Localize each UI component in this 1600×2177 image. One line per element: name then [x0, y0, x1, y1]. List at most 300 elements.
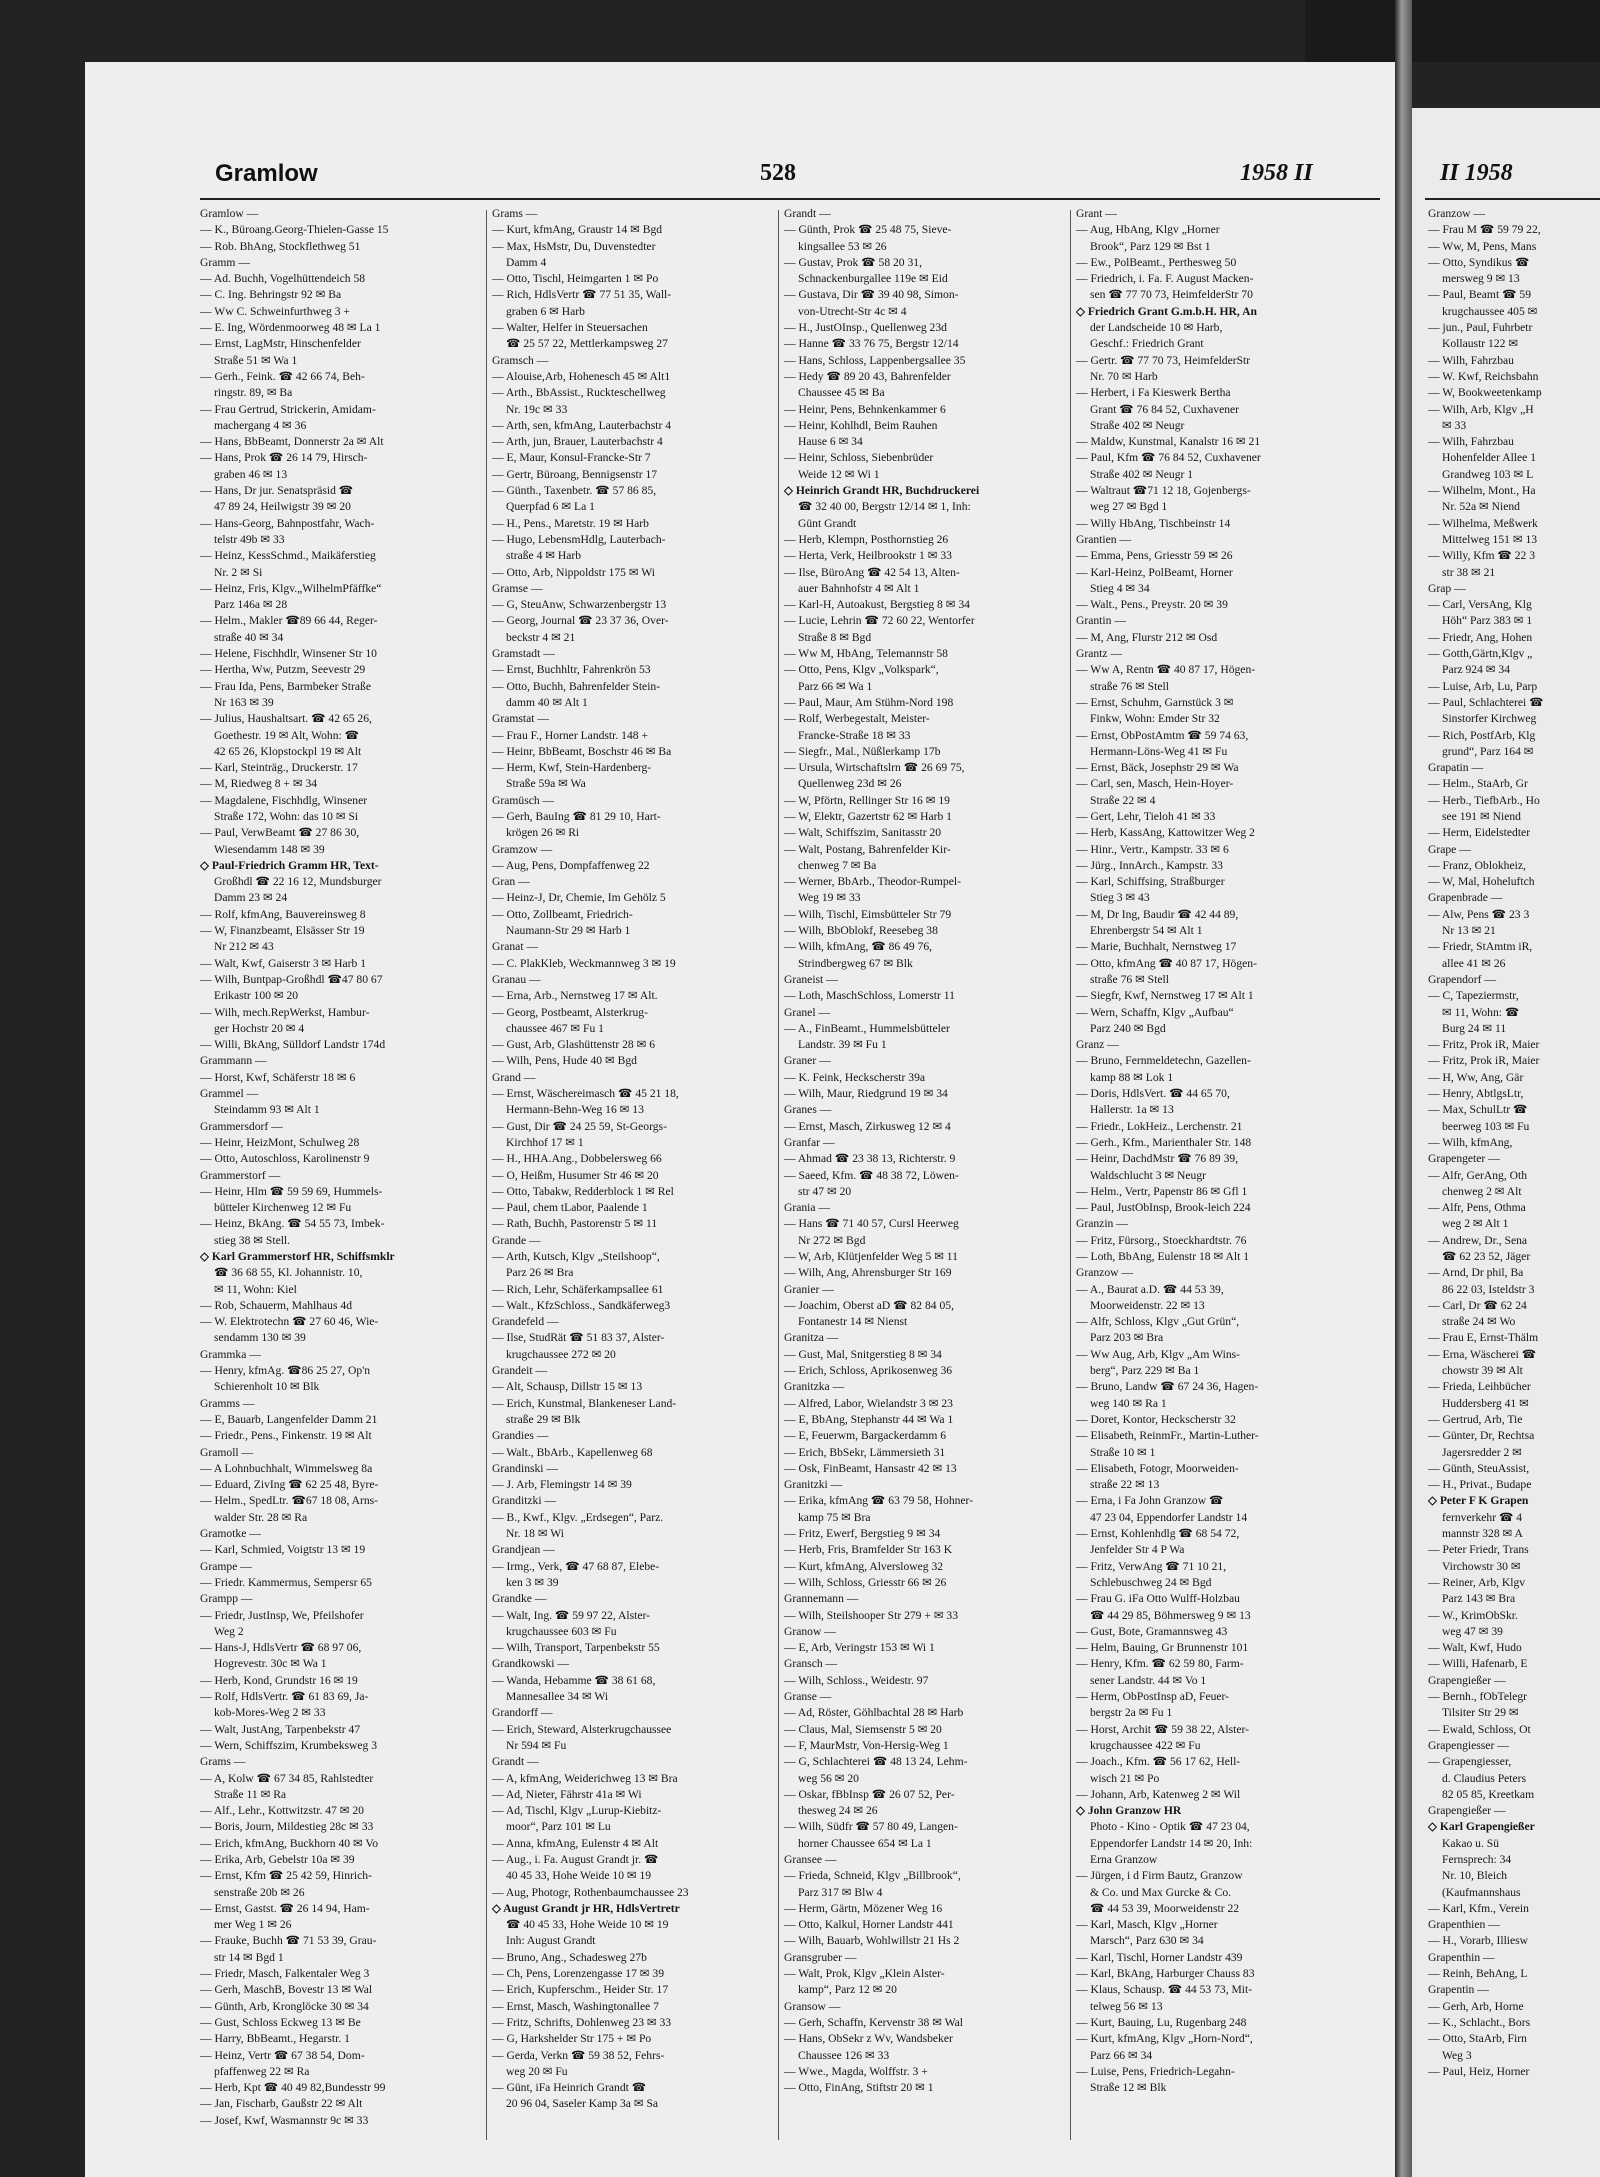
directory-entry: von-Utrecht-Str 4c ✉ 4 — [798, 304, 907, 318]
directory-entry: — Heinr, Kohlhdl, Beim Rauhen — [784, 418, 938, 432]
directory-entry: — Bruno, Fernmeldetechn, Gazellen- — [1076, 1054, 1251, 1068]
directory-entry: — C. Ing. Behringstr 92 ✉ Ba — [200, 288, 342, 302]
directory-entry: — Karl, Masch, Klgv „Horner — [1076, 1918, 1218, 1932]
column-divider — [778, 210, 779, 2140]
directory-entry: Granes — — [784, 1103, 832, 1117]
directory-entry: thesweg 24 ✉ 26 — [798, 1804, 878, 1818]
directory-entry: Nr 212 ✉ 43 — [214, 940, 274, 954]
directory-entry: Grandeit — — [492, 1364, 548, 1378]
directory-entry: — Siegfr, Kwf, Nernstweg 17 ✉ Alt 1 — [1076, 989, 1254, 1003]
directory-entry: — Paul, Maur, Am Stühm-Nord 198 — [784, 695, 954, 709]
directory-entry: Granau — — [492, 972, 541, 986]
directory-entry: — M, Dr Ing, Baudir ☎ 42 44 89, — [1076, 907, 1239, 921]
directory-entry: ◇ Karl Grapengießer — [1428, 1820, 1535, 1834]
directory-entry: — Gust, Arb, Glashüttenstr 28 ✉ 6 — [492, 1038, 656, 1052]
directory-entry: — Harry, BbBeamt., Hegarstr. 1 — [200, 2032, 350, 2046]
directory-entry: Grant — — [1076, 207, 1117, 220]
directory-entry: — Wilhelm, Mont., Ha — [1428, 484, 1536, 498]
directory-entry: Grapengeter — — [1428, 1152, 1500, 1166]
directory-entry: Grapengießer — — [1428, 1673, 1506, 1687]
directory-entry: Kirchhof 17 ✉ 1 — [506, 1135, 584, 1149]
directory-entry: — Wilh, Fahrzbau — [1428, 435, 1514, 449]
directory-entry: ringstr. 89, ✉ Ba — [214, 386, 293, 400]
directory-entry: — Herb, Kpt ☎ 40 49 82,Bundesstr 99 — [200, 2081, 386, 2095]
directory-entry: — Otto, kfmAng ☎ 40 87 17, Högen- — [1076, 956, 1257, 970]
directory-entry: Photo - Kino - Optik ☎ 47 23 04, — [1090, 1820, 1250, 1834]
directory-entry: — Herta, Verk, Heilbrookstr 1 ✉ 33 — [784, 549, 952, 563]
directory-entry: 82 05 85, Kreetkam — [1442, 1787, 1535, 1801]
directory-entry: — Wilh, Südfr ☎ 57 80 49, Langen- — [784, 1820, 958, 1834]
directory-entry: see 191 ✉ Niend — [1442, 809, 1521, 823]
directory-entry: — Luise, Pens, Friedrich-Legahn- — [1076, 2064, 1235, 2078]
directory-entry: — Joachim, Oberst aD ☎ 82 84 05, — [784, 1298, 954, 1312]
directory-entry: — Frau F., Horner Landstr. 148 + — [492, 728, 648, 742]
directory-entry: Granditzki — — [492, 1494, 557, 1508]
right-header-rule — [1425, 198, 1600, 200]
directory-entry: wisch 21 ✉ Po — [1090, 1771, 1160, 1785]
directory-entry: — Willy, Kfm ☎ 22 3 — [1428, 549, 1536, 563]
directory-entry: — K., Schlacht., Bors — [1428, 2015, 1531, 2029]
directory-entry: — Gerh., Feink. ☎ 42 66 74, Beh- — [200, 369, 365, 383]
directory-entry: telweg 56 ✉ 13 — [1090, 1999, 1163, 2013]
directory-entry: Parz 240 ✉ Bgd — [1090, 1021, 1166, 1035]
directory-entry: — Alf., Lehr., Kottwitzstr. 47 ✉ 20 — [200, 1804, 364, 1818]
directory-entry: — Ilse, BüroAng ☎ 42 54 13, Alten- — [784, 565, 960, 579]
directory-entry: — Henry, AbtlgsLtr, — [1428, 1087, 1524, 1101]
directory-entry: — Karl, Schmied, Voigtstr 13 ✉ 19 — [200, 1543, 366, 1557]
directory-entry: — Gust, Dir ☎ 24 25 59, St-Georgs- — [492, 1119, 667, 1133]
directory-entry: Granow — — [784, 1624, 836, 1638]
directory-entry: Gramüsch — — [492, 793, 555, 807]
directory-entry: — Gust, Mal, Snitgerstieg 8 ✉ 34 — [784, 1347, 942, 1361]
directory-entry: — Frieda, Leihbücher — [1428, 1380, 1531, 1394]
directory-entry: Günt Grandt — [798, 516, 857, 530]
directory-entry: Schlebuschweg 24 ✉ Bgd — [1090, 1575, 1212, 1589]
directory-entry: Goethestr. 19 ✉ Alt, Wohn: ☎ — [214, 728, 360, 742]
directory-entry: damm 40 ✉ Alt 1 — [506, 695, 588, 709]
running-head-title: Gramlow — [215, 160, 318, 187]
directory-entry: — Reinh, BehAng, L — [1428, 1967, 1528, 1981]
directory-entry: Hause 6 ✉ 34 — [798, 435, 863, 449]
directory-entry: — Hanne ☎ 33 76 75, Bergstr 12/14 — [784, 337, 959, 351]
directory-entry: — Josef, Kwf, Wasmannstr 9c ✉ 33 — [200, 2113, 369, 2127]
directory-entry: Grandt — — [784, 207, 831, 220]
directory-entry: — Georg, Journal ☎ 23 37 36, Over- — [492, 614, 669, 628]
directory-entry: — A Lohnbuchhalt, Wimmelsweg 8a — [200, 1461, 373, 1475]
directory-entry: ◇ Karl Grammerstorf HR, Schiffsmklr — [200, 1250, 395, 1263]
directory-entry: — E, Feuerwm, Bargackerdamm 6 — [784, 1429, 947, 1443]
directory-entry: Nr. 18 ✉ Wi — [506, 1527, 564, 1541]
directory-entry: Grapenthin — — [1428, 1950, 1495, 1964]
directory-entry: Grandjean — — [492, 1543, 555, 1557]
directory-entry: Grantien — — [1076, 532, 1132, 546]
directory-entry: — Gerh, Arb, Horne — [1428, 1999, 1524, 2013]
directory-entry: Kollaustr 122 ✉ — [1442, 337, 1519, 351]
directory-entry: — Otto, FinAng, Stiftstr 20 ✉ 1 — [784, 2081, 934, 2095]
directory-entry: — A., Baurat a.D. ☎ 44 53 39, — [1076, 1282, 1224, 1296]
directory-entry: — Wilh, Maur, Riedgrund 19 ✉ 34 — [784, 1087, 948, 1101]
directory-entry: — Alfred, Labor, Wielandstr 3 ✉ 23 — [784, 1396, 953, 1410]
directory-entry: — Alw, Pens ☎ 23 3 — [1428, 907, 1530, 921]
directory-entry: str 38 ✉ 21 — [1442, 565, 1496, 579]
directory-entry: — Willi, Hafenarb, E — [1428, 1657, 1528, 1671]
directory-entry: Parz 66 ✉ 34 — [1090, 2048, 1153, 2062]
directory-entry: — Wanda, Hebamme ☎ 38 61 68, — [492, 1673, 656, 1687]
directory-entry: — Ww M, HbAng, Telemannstr 58 — [784, 647, 948, 661]
directory-entry: — Herm, ObPostInsp aD, Feuer- — [1076, 1690, 1230, 1704]
directory-entry: — Heinr, DachdMstr ☎ 76 89 39, — [1076, 1152, 1239, 1166]
directory-entry: — Otto, Zollbeamt, Friedrich- — [492, 907, 633, 921]
directory-entry: machergang 4 ✉ 36 — [214, 418, 307, 432]
directory-entry: Jenfelder Str 4 P Wa — [1090, 1543, 1185, 1557]
directory-entry: — Hans-Georg, Bahnpostfahr, Wach- — [200, 516, 375, 530]
directory-entry: Moorweidenstr. 22 ✉ 13 — [1090, 1298, 1205, 1312]
directory-entry: — K., Büroang.Georg-Thielen-Gasse 15 — [200, 223, 389, 237]
directory-entry: Gramms — — [200, 1396, 255, 1410]
directory-entry: — Wern, Schaffn, Klgv „Aufbau“ — [1076, 1005, 1234, 1019]
directory-entry: — Waltraut ☎71 12 18, Gojenbergs- — [1076, 484, 1251, 498]
directory-entry: — Karl, Kfm., Verein — [1428, 1901, 1529, 1915]
directory-entry: Grandorff — — [492, 1706, 553, 1720]
directory-entry: ☎ 25 57 22, Mettlerkampsweg 27 — [506, 337, 668, 351]
directory-entry: — Irmg., Verk, ☎ 47 68 87, Elebe- — [492, 1559, 660, 1573]
directory-entry: — Frauke, Buchh ☎ 71 53 39, Grau- — [200, 1934, 377, 1948]
directory-entry: — Herm, Gärtn, Mözener Weg 16 — [784, 1901, 943, 1915]
directory-entry: Grampp — — [200, 1592, 253, 1606]
directory-entry: — Erich, Kunstmal, Blankeneser Land- — [492, 1396, 677, 1410]
directory-entry: Damm 4 — [506, 255, 547, 269]
directory-entry: Grande — — [492, 1233, 541, 1247]
directory-entry: — Gerda, Verkn ☎ 59 38 52, Fehrs- — [492, 2048, 665, 2062]
directory-entry: chaussee 467 ✉ Fu 1 — [506, 1021, 604, 1035]
directory-entry: ☎ 62 23 52, Jäger — [1442, 1250, 1531, 1263]
directory-entry: — Ernst, Kohlenhdlg ☎ 68 54 72, — [1076, 1527, 1240, 1541]
directory-entry: — Heinz, Vertr ☎ 67 38 54, Dom- — [200, 2048, 365, 2062]
directory-entry: — Osk, FinBeamt, Hansastr 42 ✉ 13 — [784, 1461, 957, 1475]
directory-entry: — A, Kolw ☎ 67 34 85, Rahlstedter — [200, 1771, 374, 1785]
directory-entry: — Friedrich, i. Fa. F. August Macken- — [1076, 272, 1254, 286]
directory-entry: Grant ☎ 76 84 52, Cuxhavener — [1090, 402, 1240, 416]
directory-entry: — Otto, Tabakw, Redderblock 1 ✉ Rel — [492, 1184, 674, 1198]
directory-entry: — Gerh, Schaffn, Kervenstr 38 ✉ Wal — [784, 2015, 963, 2029]
directory-entry: — Paul, Beamt ☎ 59 — [1428, 288, 1531, 302]
directory-column-5 — [1428, 206, 1600, 2080]
directory-entry: Granzin — — [1076, 1217, 1128, 1231]
directory-entry: — Ernst, Kfm ☎ 25 42 59, Hinrich- — [200, 1869, 372, 1883]
directory-entry: krugchaussee 272 ✉ 20 — [506, 1347, 616, 1361]
directory-entry: — Karl, Tischl, Horner Landstr 439 — [1076, 1950, 1243, 1964]
directory-entry: Stieg 3 ✉ 43 — [1090, 891, 1150, 905]
directory-entry: — Otto, Kalkul, Horner Landstr 441 — [784, 1918, 954, 1932]
directory-entry: Grapengießer — — [1428, 1804, 1506, 1818]
directory-entry: — Doris, HdlsVert. ☎ 44 65 70, — [1076, 1087, 1230, 1101]
directory-entry: — Claus, Mal, Siemsenstr 5 ✉ 20 — [784, 1722, 942, 1736]
directory-entry: — Frau G. iFa Otto Wulff-Holzbau — [1076, 1592, 1240, 1606]
directory-entry: — Lucie, Lehrin ☎ 72 60 22, Wentorfer — [784, 614, 975, 628]
directory-entry: — Aug., i. Fa. August Grandt jr. ☎ — [492, 1852, 659, 1866]
directory-entry: — Heinr, Schloss, Siebenbrüder — [784, 451, 934, 465]
directory-entry: — Jan, Fischarb, Gaußstr 22 ✉ Alt — [200, 2097, 363, 2111]
directory-entry: weg 140 ✉ Ra 1 — [1090, 1396, 1167, 1410]
directory-entry: Parz 317 ✉ Blw 4 — [798, 1885, 883, 1899]
directory-entry: beerweg 103 ✉ Fu — [1442, 1119, 1530, 1133]
directory-entry: Mittelweg 151 ✉ 13 — [1442, 532, 1538, 546]
directory-entry: chowstr 39 ✉ Alt — [1442, 1364, 1523, 1378]
directory-entry: — W., KrimObSkr. — [1428, 1608, 1518, 1622]
directory-entry: Geschf.: Friedrich Grant — [1090, 337, 1204, 351]
directory-entry: — E, BbAng, Stephanstr 44 ✉ Wa 1 — [784, 1412, 954, 1426]
directory-entry: — Otto, Pens, Klgv „Volkspark“, — [784, 663, 939, 677]
directory-entry: — Erich, Schloss, Aprikosenweg 36 — [784, 1364, 953, 1378]
directory-entry: — Walt, Prok, Klgv „Klein Alster- — [784, 1967, 945, 1981]
directory-entry: — Günt, iFa Heinrich Grandt ☎ — [492, 2081, 647, 2095]
directory-entry: Nr 163 ✉ 39 — [214, 695, 274, 709]
directory-entry: Graner — — [784, 1054, 831, 1068]
directory-entry: — Karl, Schiffsing, Straßburger — [1076, 875, 1225, 889]
directory-entry: — Helm., SpedLtr. ☎67 18 08, Arns- — [200, 1494, 379, 1508]
directory-entry: — Wilh, mech.RepWerkst, Hambur- — [200, 1005, 370, 1019]
directory-entry: str 47 ✉ 20 — [798, 1184, 852, 1198]
directory-entry: — Grapengiesser, — [1428, 1755, 1512, 1769]
directory-entry: — Wern, Schiffszim, Krumbeksweg 3 — [200, 1738, 378, 1752]
directory-entry: ◇ John Granzow HR — [1076, 1804, 1182, 1818]
directory-entry: — Herm, Eidelstedter — [1428, 826, 1531, 840]
directory-entry: ☎ 44 53 39, Moorweidenstr 22 — [1090, 1901, 1240, 1915]
directory-entry: Tilsiter Str 29 ✉ — [1442, 1706, 1519, 1720]
directory-entry: — Hedy ☎ 89 20 43, Bahrenfelder — [784, 369, 951, 383]
directory-entry: — Walt, Ing. ☎ 59 97 22, Alster- — [492, 1608, 650, 1622]
directory-entry: Inh: August Grandt — [506, 1934, 596, 1948]
directory-entry: — A, kfmAng, Weiderichweg 13 ✉ Bra — [492, 1771, 678, 1785]
directory-entry: — Frieda, Schneid, Klgv „Billbrook“, — [784, 1869, 961, 1883]
directory-entry: straße 24 ✉ Wo — [1442, 1315, 1516, 1329]
directory-entry: — Bernh., fObTelegr — [1428, 1690, 1527, 1704]
directory-entry: — Emma, Pens, Griesstr 59 ✉ 26 — [1076, 549, 1233, 563]
directory-entry: — Wilh, Steilshooper Str 279 + ✉ 33 — [784, 1608, 959, 1622]
directory-entry: — Heinr, Hlm ☎ 59 59 69, Hummels- — [200, 1184, 383, 1198]
directory-entry: Großhdl ☎ 22 16 12, Mundsburger — [214, 875, 382, 889]
directory-entry: — Kurt, kfmAng, Alversloweg 32 — [784, 1559, 944, 1573]
directory-entry: — Fritz, VerwAng ☎ 71 10 21, — [1076, 1559, 1227, 1573]
directory-entry: — Alfr, Pens, Othma — [1428, 1201, 1526, 1215]
directory-entry: & Co. und Max Gurcke & Co. — [1090, 1885, 1232, 1899]
directory-entry: Mannesallee 34 ✉ Wi — [506, 1690, 609, 1704]
directory-entry: — Gotth,Gärtn,Klgv „ — [1428, 647, 1533, 661]
directory-entry: Granitzka — — [784, 1380, 845, 1394]
directory-entry: — Rob, Schauerm, Mahlhaus 4d — [200, 1298, 352, 1312]
directory-entry: ✉ 11, Wohn: ☎ — [1442, 1005, 1520, 1019]
directory-entry: — Joach., Kfm. ☎ 56 17 62, Hell- — [1076, 1755, 1241, 1769]
directory-entry: Grandt — — [492, 1755, 539, 1769]
directory-entry: Gramoll — — [200, 1445, 254, 1459]
directory-entry: Nr 13 ✉ 21 — [1442, 924, 1496, 938]
directory-entry: — W, Finanzbeamt, Elsässer Str 19 — [200, 924, 365, 938]
directory-entry: Grannemann — — [784, 1592, 859, 1606]
directory-entry: mannstr 328 ✉ A — [1442, 1527, 1523, 1541]
directory-entry: — H., Pens., Maretstr. 19 ✉ Harb — [492, 516, 649, 530]
directory-entry: — Walter, Helfer in Steuersachen — [492, 321, 648, 335]
directory-entry: — Fritz, Ewerf, Bergstieg 9 ✉ 34 — [784, 1527, 941, 1541]
directory-entry: — Erika, Arb, Gebelstr 10a ✉ 39 — [200, 1852, 355, 1866]
directory-entry: — Helm., Makler ☎89 66 44, Reger- — [200, 614, 378, 628]
directory-entry: Wiesendamm 148 ✉ 39 — [214, 842, 325, 856]
directory-entry: Gramse — — [492, 581, 543, 595]
directory-entry: — Otto, StaArb, Firn — [1428, 2032, 1527, 2046]
directory-entry: — H, Ww, Ang, Gär — [1428, 1070, 1524, 1084]
directory-entry: Weide 12 ✉ Wi 1 — [798, 467, 880, 481]
directory-entry: fernverkehr ☎ 4 — [1442, 1510, 1523, 1524]
directory-entry: weg 2 ✉ Alt 1 — [1442, 1217, 1509, 1231]
directory-entry: — Günth, Arb, Kronglöcke 30 ✉ 34 — [200, 1999, 369, 2013]
directory-entry: — Boris, Journ, Mildestieg 28c ✉ 33 — [200, 1820, 374, 1834]
directory-entry: — Bruno, Landw ☎ 67 24 36, Hagen- — [1076, 1380, 1259, 1394]
directory-entry: — Luise, Arb, Lu, Parp — [1428, 679, 1538, 693]
directory-entry: — Walt, Schiffszim, Sanitasstr 20 — [784, 826, 942, 840]
directory-entry: — Günth., Taxenbetr. ☎ 57 86 85, — [492, 484, 657, 498]
directory-entry: — Ww Aug, Arb, Klgv „Am Wins- — [1076, 1347, 1240, 1361]
directory-entry: — Ernst, Masch, Zirkusweg 12 ✉ 4 — [784, 1119, 951, 1133]
directory-entry: — Paul, chem tLabor, Paalende 1 — [492, 1201, 648, 1215]
directory-entry: — Erna, Wäscherei ☎ — [1428, 1347, 1537, 1361]
directory-entry: — Wilh, Buntpap-Großhdl ☎47 80 67 — [200, 972, 383, 986]
directory-entry: Gransgruber — — [784, 1950, 857, 1964]
directory-entry: — Fritz, Prok iR, Maier — [1428, 1038, 1540, 1052]
directory-entry: Hohenfelder Allee 1 — [1442, 451, 1537, 465]
directory-column-2 — [492, 206, 774, 2113]
directory-entry: — Herb., TiefbArb., Ho — [1428, 793, 1540, 807]
directory-entry: Straße 59a ✉ Wa — [506, 777, 586, 791]
directory-entry: — Magdalene, Fischhdlg, Winsener — [200, 793, 368, 807]
directory-entry: — Ad, Röster, Göhlbachtal 28 ✉ Harb — [784, 1706, 964, 1720]
directory-entry: — A., FinBeamt., Hummelsbütteler — [784, 1021, 950, 1035]
directory-entry: — Arth, sen, kfmAng, Lauterbachstr 4 — [492, 418, 672, 432]
directory-entry: Grapentin — — [1428, 1983, 1489, 1997]
directory-entry: — Wilh, Transport, Tarpenbekstr 55 — [492, 1641, 660, 1655]
directory-entry: — Ernst, Buchhltr, Fahrenkrön 53 — [492, 663, 651, 677]
directory-entry: Hermann-Behn-Weg 16 ✉ 13 — [506, 1103, 644, 1117]
directory-entry: weg 27 ✉ Bgd 1 — [1090, 500, 1168, 514]
directory-entry: — W, Elektr, Gazertstr 62 ✉ Harb 1 — [784, 809, 952, 823]
directory-entry: — Anna, kfmAng, Eulenstr 4 ✉ Alt — [492, 1836, 659, 1850]
directory-entry: — Alfr, Schloss, Klgv „Gut Grün“, — [1076, 1315, 1240, 1329]
directory-entry: — Wilh, BbOblokf, Reesebeg 38 — [784, 924, 938, 938]
directory-entry: pfaffenweg 22 ✉ Ra — [214, 2064, 310, 2078]
directory-entry: — E, Bauarb, Langenfelder Damm 21 — [200, 1412, 378, 1426]
directory-entry: — Jürgen, i d Firm Bautz, Granzow — [1076, 1869, 1243, 1883]
directory-entry: Parz 203 ✉ Bra — [1090, 1331, 1164, 1345]
directory-entry: Grammersdorf — — [200, 1119, 283, 1133]
directory-entry: Grammka — — [200, 1347, 261, 1361]
directory-entry: Grantz — — [1076, 647, 1123, 661]
directory-entry: Damm 23 ✉ 24 — [214, 891, 288, 905]
directory-entry: — E, Arb, Veringstr 153 ✉ Wi 1 — [784, 1641, 935, 1655]
directory-entry: 47 23 04, Eppendorfer Landstr 14 — [1090, 1510, 1248, 1524]
directory-entry: Eppendorfer Landstr 14 ✉ 20, Inh: — [1090, 1836, 1253, 1850]
directory-entry: sener Landstr. 44 ✉ Vo 1 — [1090, 1673, 1207, 1687]
directory-entry: — Horst, Archit ☎ 59 38 22, Alster- — [1076, 1722, 1249, 1736]
directory-entry: chenweg 2 ✉ Alt — [1442, 1184, 1522, 1198]
directory-entry: — Hans ☎ 71 40 57, Cursl Heerweg — [784, 1217, 959, 1231]
directory-entry: — Ernst, Masch, Washingtonallee 7 — [492, 1999, 659, 2013]
directory-entry: Gramzow — — [492, 842, 553, 856]
directory-entry: — G, Harkshelder Str 175 + ✉ Po — [492, 2032, 652, 2046]
directory-entry: — Helene, Fischhdlr, Winsener Str 10 — [200, 647, 377, 661]
directory-entry: — Paul, Kfm ☎ 76 84 52, Cuxhavener — [1076, 451, 1261, 465]
directory-entry: — Max, SchulLtr ☎ — [1428, 1103, 1528, 1117]
directory-entry: — Aug, Pens, Dompfaffenweg 22 — [492, 858, 650, 872]
directory-entry: — Walt, Kwf, Gaiserstr 3 ✉ Harb 1 — [200, 956, 367, 970]
directory-entry: — Friedr, Masch, Falkentaler Weg 3 — [200, 1967, 370, 1981]
directory-entry: Quellenweg 23d ✉ 26 — [798, 777, 902, 791]
directory-entry: — Friedr., LokHeiz., Lerchenstr. 21 — [1076, 1119, 1243, 1133]
directory-entry: Nr. 70 ✉ Harb — [1090, 369, 1158, 383]
directory-entry: — Georg, Postbeamt, Alsterkrug- — [492, 1005, 648, 1019]
directory-entry: — Ernst, ObPostAmtm ☎ 59 74 63, — [1076, 728, 1249, 742]
directory-entry: — G, SteuAnw, Schwarzenbergstr 13 — [492, 598, 667, 612]
directory-entry: — Bruno, Ang., Schadesweg 27b — [492, 1950, 647, 1964]
directory-entry: moor“, Parz 101 ✉ Lu — [506, 1820, 611, 1834]
directory-entry: — Arnd, Dr phil, Ba — [1428, 1266, 1524, 1280]
directory-entry: — Gerh, MaschB, Bovestr 13 ✉ Wal — [200, 1983, 373, 1997]
directory-entry: Chaussee 45 ✉ Ba — [798, 386, 885, 400]
directory-entry: — Horst, Kwf, Schäferstr 18 ✉ 6 — [200, 1070, 356, 1084]
directory-entry: — Paul, VerwBeamt ☎ 27 86 30, — [200, 826, 360, 840]
directory-entry: — H., HHA.Ang., Dobbelersweg 66 — [492, 1152, 662, 1166]
directory-entry: straße 29 ✉ Blk — [506, 1412, 581, 1426]
directory-entry: — C, Tapeziermstr, — [1428, 989, 1519, 1003]
directory-entry: — Ernst, LagMstr, Hinschenfelder — [200, 337, 361, 351]
directory-entry: Nr. 10, Bleich — [1442, 1869, 1508, 1883]
directory-entry: Grania — — [784, 1201, 831, 1215]
directory-entry: Ehrenbergstr 54 ✉ Alt 1 — [1090, 924, 1203, 938]
directory-entry: — Wilhelma, Meßwerk — [1428, 516, 1538, 530]
directory-entry: Grammel — — [200, 1087, 259, 1101]
directory-entry: — Ww C. Schweinfurthweg 3 + — [200, 304, 350, 318]
directory-entry: — Ursula, Wirtschaftslrn ☎ 26 69 75, — [784, 761, 965, 775]
directory-entry: — Kurt, Bauing, Lu, Rugenbarg 248 — [1076, 2015, 1247, 2029]
directory-entry: Kakao u. Sü — [1442, 1836, 1499, 1850]
directory-entry: Straße 22 ✉ 4 — [1090, 793, 1156, 807]
directory-entry: — Friedr, JustInsp, We, Pfeilshofer — [200, 1608, 364, 1622]
directory-entry: — Hans, BbBeamt, Donnerstr 2a ✉ Alt — [200, 435, 384, 449]
directory-entry: — Fritz, Schrifts, Dohlenweg 23 ✉ 33 — [492, 2015, 672, 2029]
directory-entry: — F, MaurMstr, Von-Hersig-Weg 1 — [784, 1738, 949, 1752]
directory-entry: Grams — — [200, 1755, 246, 1769]
directory-entry: Grapengiesser — — [1428, 1738, 1509, 1752]
directory-entry: — Ewald, Schloss, Ot — [1428, 1722, 1531, 1736]
directory-entry: Granier — — [784, 1282, 834, 1296]
directory-entry: ✉ 11, Wohn: Kiel — [214, 1282, 297, 1296]
directory-entry: — Herb, Fris, Bramfelder Str 163 K — [784, 1543, 953, 1557]
directory-entry: — Hertha, Ww, Putzm, Seevestr 29 — [200, 663, 366, 677]
directory-entry: Erna Granzow — [1090, 1852, 1158, 1866]
directory-entry: — Hinr., Vertr., Kampstr. 33 ✉ 6 — [1076, 842, 1229, 856]
directory-entry: straße 40 ✉ 34 — [214, 630, 284, 644]
directory-entry: Strindbergweg 67 ✉ Blk — [798, 956, 913, 970]
directory-entry: — Henry, Kfm. ☎ 62 59 80, Farm- — [1076, 1657, 1244, 1671]
directory-entry: — Rob. BhAng, Stockflethweg 51 — [200, 239, 361, 253]
directory-entry: kingsallee 53 ✉ 26 — [798, 239, 887, 253]
directory-entry: Jagersredder 2 ✉ — [1442, 1445, 1522, 1459]
directory-entry: ◇ Paul-Friedrich Gramm HR, Text- — [200, 858, 379, 872]
directory-entry: — Otto, Syndikus ☎ — [1428, 255, 1530, 269]
directory-entry: — Fritz, Prok iR, Maier — [1428, 1054, 1540, 1068]
directory-entry: allee 41 ✉ 26 — [1442, 956, 1506, 970]
directory-entry: 42 65 26, Klopstockpl 19 ✉ Alt — [214, 744, 362, 758]
directory-entry: mer Weg 1 ✉ 26 — [214, 1918, 292, 1932]
directory-entry: Granzow — — [1076, 1266, 1133, 1280]
directory-entry: — W, Mal, Hoheluftch — [1428, 875, 1535, 889]
